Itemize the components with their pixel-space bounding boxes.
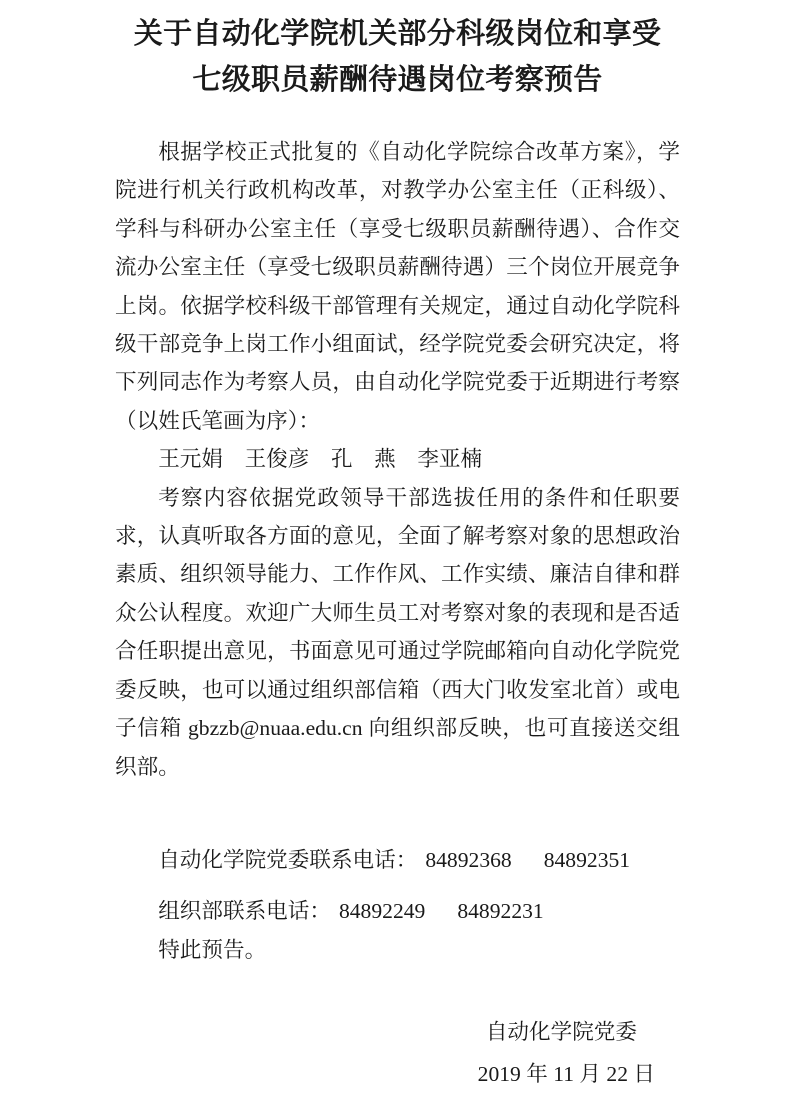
- org-phone-number-2: 84892231: [457, 899, 544, 924]
- title-line-1: 关于自动化学院机关部分科级岗位和享受: [133, 18, 662, 50]
- closing-line: 特此预告。: [158, 937, 267, 962]
- org-phone-label: 组织部联系电话：: [158, 899, 331, 924]
- candidates-line: 王元娟 王俊彦 孔 燕 李亚楠: [158, 447, 483, 472]
- org-phone-line: [115, 892, 680, 930]
- signature-block: [115, 1013, 680, 1093]
- paragraph-2-text-before: 考察内容依据党政领导干部选拔任用的条件和任职要求，认真听取各方面的意见，全面了解考察对象的思想政治素质、组织领导能力、工作作风、工作实绩、廉洁自律和群众公认程度。欢迎广大师生员工对考察对象的表现和是否适合任职提出意见，书面意见可通过学院邮箱向自动化学院党委反映，也可以通过组织部信箱（西大门收发室北首）或电子信箱: [115, 485, 680, 741]
- contact-section: [115, 841, 680, 969]
- paragraph-2-text-after: 向组织部反映，也可直接送交组织部。: [115, 716, 680, 779]
- document-body: [115, 133, 680, 1093]
- org-phone-number-1: 84892249: [338, 899, 426, 924]
- committee-phone-number-2: 84892351: [543, 847, 631, 872]
- paragraph-2: [115, 479, 680, 786]
- committee-phone-number-1: 84892368: [425, 847, 512, 872]
- signature-date: 2019 年 11 月 22 日: [477, 1061, 655, 1086]
- committee-phone-line: [115, 841, 680, 879]
- committee-phone-label: 自动化学院党委联系电话：: [158, 847, 418, 872]
- signature-name: 自动化学院党委: [485, 1020, 637, 1045]
- title-line-2: 七级职员薪酬待遇岗位考察预告: [192, 64, 603, 96]
- paragraph-1: 根据学校正式批复的《自动化学院综合改革方案》，学院进行机关行政机构改革，对教学办公室主任（正科级）、学科与科研办公室主任（享受七级职员薪酬待遇）、合作交流办公室主任（享受七级职员薪酬待遇）三个岗位开展竞争上岗。依据学校科级干部管理有关规定，通过自动化学院科级干部竞争上岗工作小组面试，经学院党委会研究决定，将下列同志作为考察人员，由自动化学院党委于近期进行考察（以姓氏笔画为序）：: [115, 140, 680, 433]
- email-address: gbzzb@nuaa.edu.cn: [187, 716, 363, 741]
- document-title: [115, 11, 680, 103]
